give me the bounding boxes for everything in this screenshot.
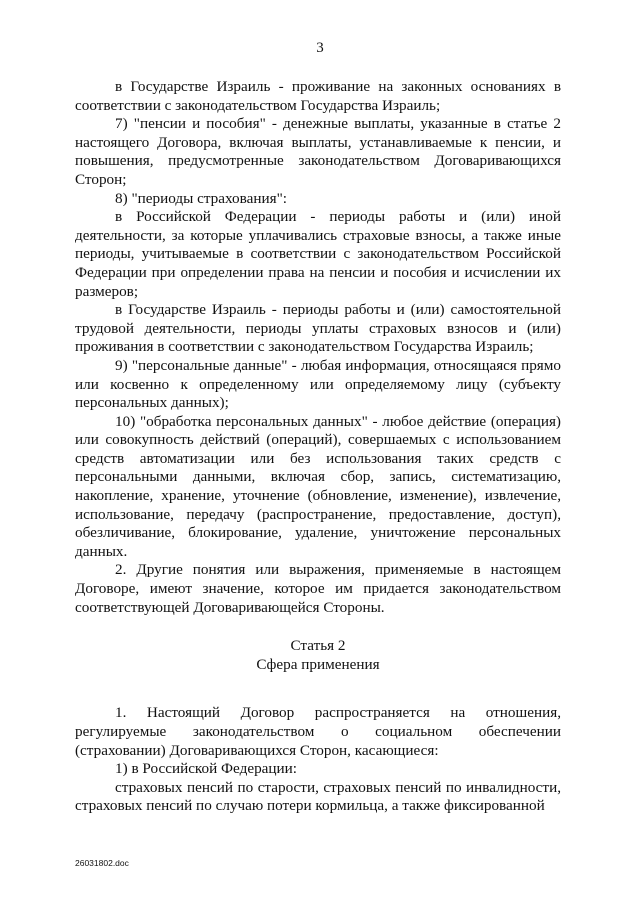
article-title: Сфера применения: [256, 655, 380, 673]
paragraph-insurance-periods: 8) "периоды страхования":: [115, 189, 288, 207]
paragraph-data-processing: 10) "обработка персональных данных" - любое действие (операция) или совокупность действий (операций), совершаемых с использованием средств автоматизации или без использования таких средств с персональными данными, включая сбор, запись, систематизацию, накопление, хранение, уточнение (обновление, изменение), извлечение, использование, передачу (распространение, предоставление, доступ), обезличивание, блокирование, удаление, уничтожение персональных данных.: [75, 412, 561, 560]
paragraph-personal-data: 9) "персональные данные" - любая информация, относящаяся прямо или косвенно к определенному или определяемому лицу (субъекту персональных данных);: [75, 356, 561, 412]
document-body: [75, 78, 561, 816]
article-number: Статья 2: [290, 637, 346, 655]
paragraph-other-terms: 2. Другие понятия или выражения, применяемые в настоящем Договоре, имеют значение, которое им придается законодательством соответствующей Договаривающейся Стороны.: [75, 561, 561, 616]
footer-filename: 26031802.doc: [75, 858, 129, 868]
paragraph-pensions-benefits: 7) "пенсии и пособия" - денежные выплаты, указанные в статье 2 настоящего Договора, включая выплаты, устанавливаемые к пенсии, и повышения, предусмотренные законодательством Договаривающихся Сторон;: [75, 115, 561, 188]
paragraph-insurance-periods-russia: в Российской Федерации - периоды работы и (или) иной деятельности, за которые уплачивались страховые взносы, а также иные периоды, учитываемые в соответствии с законодательством Российской Федерации при определении права на пенсии и пособия и исчислении их размеров;: [75, 208, 561, 300]
paragraph-residence-israel: в Государстве Израиль - проживание на законных основаниях в соответствии с законодательством Государства Израиль;: [75, 78, 561, 114]
paragraph-insurance-periods-israel: в Государстве Израиль - периоды работы и (или) самостоятельной трудовой деятельности, периоды уплаты страховых взносов и (или) проживания в соответствии с законодательством Государства Израиль;: [75, 301, 561, 356]
paragraph-scope-russia-pensions: страховых пенсий по старости, страховых пенсий по инвалидности, страховых пенсий по случаю потери кормильца, а также фиксированной: [75, 778, 561, 815]
paragraph-scope: 1. Настоящий Договор распространяется на отношения, регулируемые законодательством о социальном обеспечении (страховании) Договаривающихся Сторон, касающиеся:: [75, 704, 561, 759]
paragraph-scope-russia: 1) в Российской Федерации:: [115, 760, 298, 778]
page-number: 3: [316, 40, 324, 56]
